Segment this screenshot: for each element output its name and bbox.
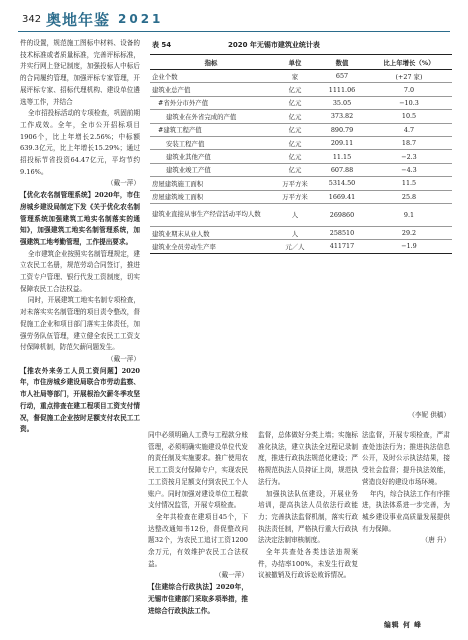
table-row [150, 240, 452, 253]
table-cell-unit: 亿元 [272, 83, 318, 96]
statistics-table [150, 54, 452, 254]
paragraph: 监督，总体做好分类上墙；实施标准化执法，建立执法全过程记录制度，推进行政执法规范化建设；严格规范执法人员持证上岗，规范执法行为。 [258, 431, 358, 486]
table-cell-name: 企业个数 [150, 70, 272, 83]
paragraph: 同时，开展建筑工地实名制专项检查，对未落实实名制管理的项目责令整改，督促施工企业和项目部门落实主体责任，加强劳务队伍管理，建立健全农民工工资支付保障机制，防范欠薪问题发生。 [20, 296, 140, 352]
header-year: 2021 [118, 12, 164, 26]
paragraph: 加强执法队伍建设，开展业务培训，提高执法人员依法行政能力；完善执法监督机制，落实行政执法责任制，严格执行重大行政执法决定法制审核制度。 [258, 489, 358, 545]
paragraph: 件的设置，规范施工图标中材料、设备的技术标准或者质量标准，完善评标标准，并实行网上登记制度，加强投标人中标后的合同履约管理，加强评标专家管理，开展评标专家、招标代理机构、建设单位遴选等工作，并结合 [20, 39, 140, 106]
table-cell-value: 411717 [318, 240, 366, 253]
table-cell-name: 房屋建筑竣工面积 [150, 190, 272, 203]
table-cell-unit: 亿元 [272, 96, 318, 109]
page-number: 342 [22, 14, 42, 25]
paragraph: 【优化农名制管理系统】2020年，市住房城乡建设局制定下发《关于优化农名制管理系统加强建筑工地实名制落实的通知》，加强建筑工地实名制管理系统，加强建筑工地考勤管理，工作提出要求。 [20, 191, 140, 246]
table-cell-growth: 9.1 [366, 203, 452, 226]
table-row [150, 70, 452, 83]
text-column-4 [362, 430, 450, 547]
table-row [150, 96, 452, 109]
header-value: 数值 [318, 55, 366, 70]
table-cell-value: 209.11 [318, 136, 366, 149]
table-cell-growth: −2.3 [366, 150, 452, 163]
table-cell-unit: 人 [272, 226, 318, 239]
paragraph: 同中必须明确人工费与工程款分账管理，必须明确实施建设单位代发的责任制及实施要求。推广使用农民工工资支付保障专户，实现农民工工资按月足额支付到农民工个人账户。同时加强对建设单位工程款支付情况监管，开展专项检查。 [148, 431, 248, 510]
table-cell-name: 建筑业其他产值 [150, 150, 272, 163]
table-cell-growth: (+27 家) [366, 70, 452, 83]
header-unit: 单位 [272, 55, 318, 70]
table-cell-name: 安装工程产值 [150, 136, 272, 149]
table-cell-unit: 亿元 [272, 123, 318, 136]
table-cell-name: 建筑业在外省完成的产值 [150, 110, 272, 123]
paragraph: 全年共查处各类违法违规案件，办结率100%，未发生行政复议被撤销及行政诉讼败诉情况。 [258, 548, 358, 580]
table-cell-value: 5314.50 [318, 177, 366, 190]
table-cell-value: 258510 [318, 226, 366, 239]
table-cell-growth: 18.7 [366, 136, 452, 149]
table-cell-unit: 亿元 [272, 163, 318, 176]
table-row [150, 136, 452, 149]
table-row [150, 123, 452, 136]
text-column-3 [258, 430, 358, 582]
table-cell-value: 35.05 [318, 96, 366, 109]
table-cell-growth: 11.5 [366, 177, 452, 190]
table-cell-value: 1669.41 [318, 190, 366, 203]
paragraph: 全年共检查在建项目45个，下达整改通知书12份，督促整改问题32个，为农民工追讨工资1200余万元，有效维护农民工合法权益。 [148, 512, 248, 568]
table-row [150, 150, 452, 163]
paragraph: 【推农外来务工人员工资问题】2020年，市住房城乡建设局联合市劳动监察、市人社局等部门，开展根治欠薪冬季攻坚行动，重点排查在建工程项目工资支付情况，督促施工企业按时足额支付农民工工资。 [20, 366, 140, 434]
table-row [150, 163, 452, 176]
paragraph: 全市招投标活动的专项检查，巩固前期工作成效。全年，全市公开招标项目1906个，比上年增长2.56%；中标额639.3亿元，比上年增长15.29%；通过招投标节省投资64.47亿元，平均节约9.16%。 [20, 109, 140, 176]
table-cell-growth: 4.7 [366, 123, 452, 136]
yearbook-logo: 奥地年鉴 [46, 11, 111, 29]
table-cell-value: 269860 [318, 203, 366, 226]
paragraph: 全市建筑企业按照实名制管理规定，建立农民工名册，规范劳动合同签订，推进工资专户管理、银行代发工资制度，切实保障农民工合法权益。 [20, 249, 140, 293]
paragraph: 年内，综合执法工作有序推进，执法体系进一步完善，为城乡建设事业高质量发展提供有力保障。 [362, 489, 450, 533]
table-cell-value: 373.82 [318, 110, 366, 123]
table-source: （李妮 供稿） [408, 411, 450, 419]
table-row [150, 203, 452, 226]
text-column-2 [148, 430, 248, 617]
text-column-1 [20, 38, 140, 436]
table-cell-unit: 万平方米 [272, 177, 318, 190]
paragraph: （唐 升） [421, 536, 450, 545]
table-header-row [150, 55, 452, 70]
table-cell-value: 607.88 [318, 163, 366, 176]
paragraph: （戴一萍） [215, 571, 248, 580]
table-cell-value: 1111.06 [318, 83, 366, 96]
table-cell-unit: 亿元 [272, 136, 318, 149]
editor-signature: 编辑 何 峰 [384, 621, 422, 629]
table-cell-name: 建筑业直接从事生产经营活动平均人数 [150, 203, 272, 226]
table-cell-name: #建筑工程产值 [150, 123, 272, 136]
table-cell-unit: 亿元 [272, 110, 318, 123]
table-cell-growth: −10.3 [366, 96, 452, 109]
table-cell-unit: 元／人 [272, 240, 318, 253]
paragraph: （戴一萍） [107, 179, 140, 188]
table-cell-name: 建筑业总产值 [150, 83, 272, 96]
table-cell-value: 890.79 [318, 123, 366, 136]
table-cell-growth: 7.0 [366, 83, 452, 96]
table-row [150, 226, 452, 239]
header-rule [18, 31, 450, 32]
table-cell-unit: 家 [272, 70, 318, 83]
table-cell-growth: −4.3 [366, 163, 452, 176]
table-cell-name: 建筑业期末从业人数 [150, 226, 272, 239]
table-cell-growth: 25.8 [366, 190, 452, 203]
table-cell-name: #省外分市外产值 [150, 96, 272, 109]
table-cell-name: 建筑业竣工产值 [150, 163, 272, 176]
table-title: 2020 年无锡市建筑业统计表 [228, 41, 320, 49]
header-indicator: 指标 [150, 55, 272, 70]
table-cell-value: 11.15 [318, 150, 366, 163]
table-cell-unit: 人 [272, 203, 318, 226]
table-cell-growth: −1.9 [366, 240, 452, 253]
table-number: 表 54 [152, 41, 172, 49]
table-row [150, 177, 452, 190]
table-cell-growth: 10.5 [366, 110, 452, 123]
paragraph: 法监督，开展专项检查，严肃查处违法行为；推进执法信息公开，及时公示执法结果，接受社会监督；提升执法效能，营造良好的建设市场环境。 [362, 431, 450, 486]
table-cell-value: 657 [318, 70, 366, 83]
table-cell-name: 建筑业全员劳动生产率 [150, 240, 272, 253]
table-cell-unit: 亿元 [272, 150, 318, 163]
table-row [150, 83, 452, 96]
paragraph: （戴一萍） [107, 354, 140, 363]
table-row [150, 110, 452, 123]
table-cell-unit: 万平方米 [272, 190, 318, 203]
header-growth: 比上年增长（%） [366, 55, 452, 70]
table-row [150, 190, 452, 203]
table-cell-growth: 29.2 [366, 226, 452, 239]
table-cell-name: 房屋建筑施工面积 [150, 177, 272, 190]
paragraph: 【住建综合行政执法】2020年，无锡市住建部门采取多项举措，推进综合行政执法工作。 [148, 583, 248, 615]
